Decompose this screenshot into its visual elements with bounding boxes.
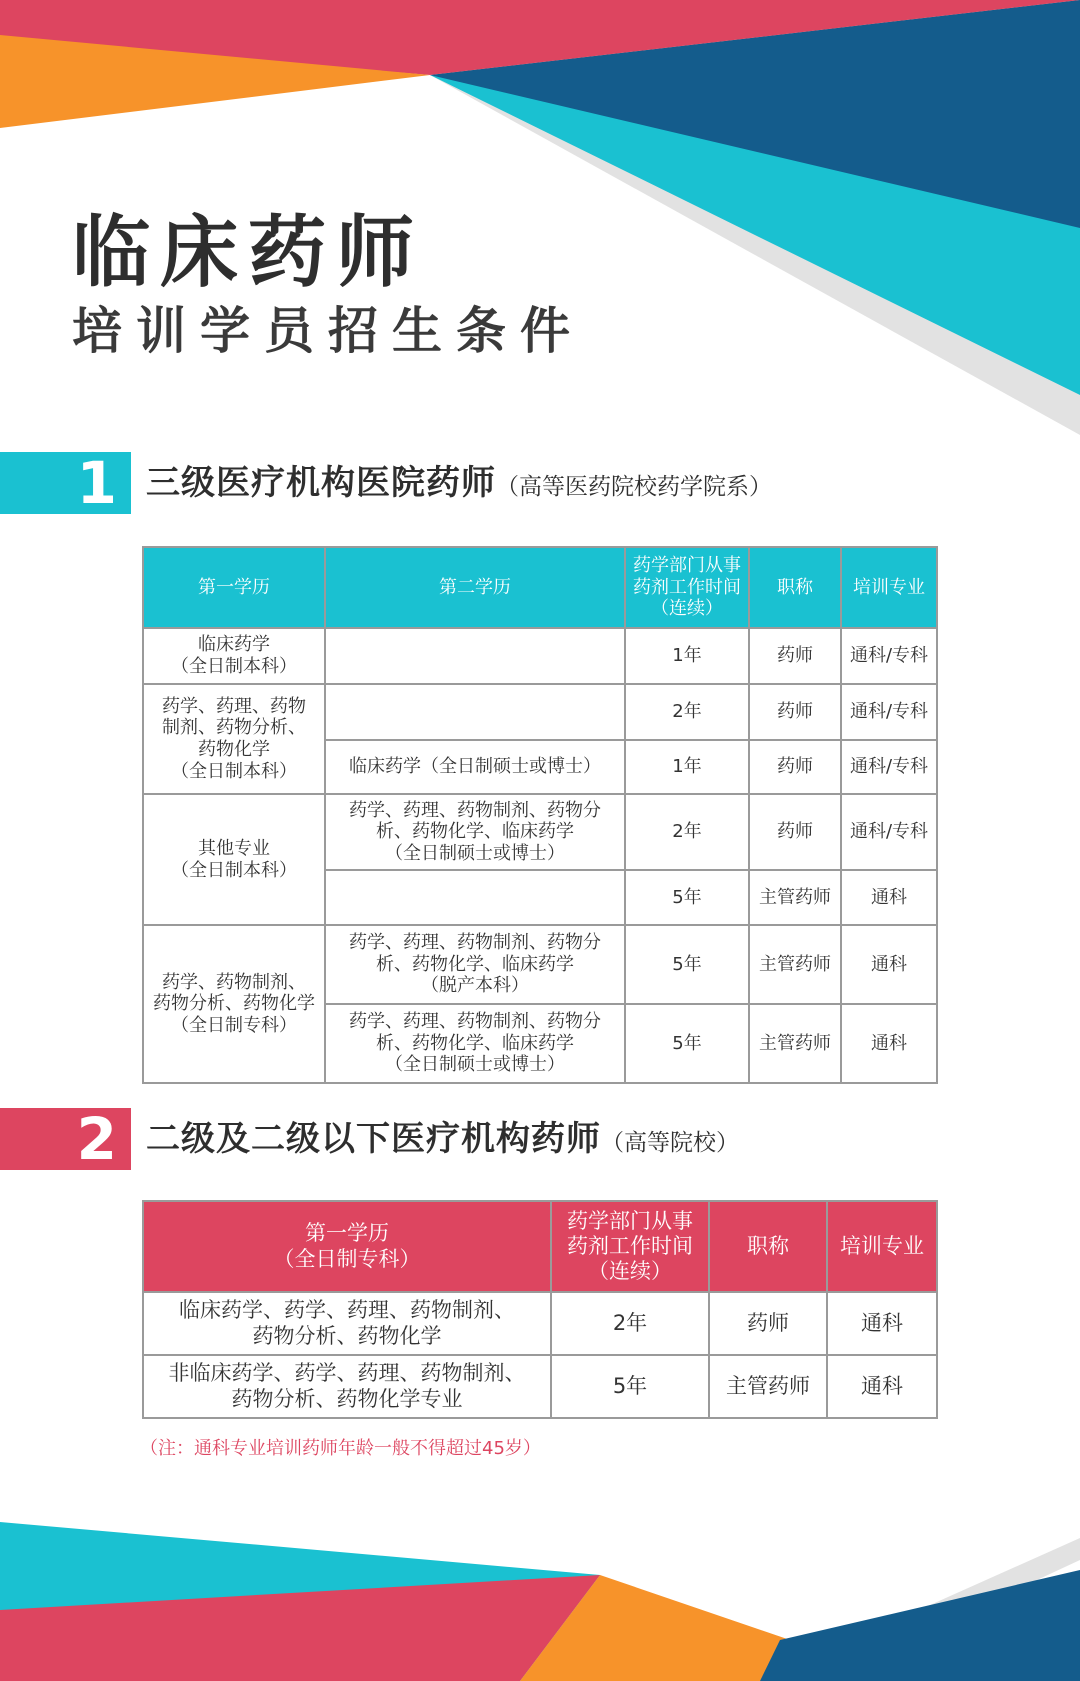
header-job-title: 职称 <box>709 1201 827 1292</box>
table-row <box>143 794 937 870</box>
second-degree-cell <box>325 870 625 925</box>
section2-subtitle: （高等院校） <box>601 1130 739 1156</box>
section2-title-line <box>146 1119 739 1159</box>
title-cell: 主管药师 <box>709 1355 827 1418</box>
second-degree-cell: 药学、药理、药物制剂、药物分 析、药物化学、临床药学 （全日制硕士或博士） <box>325 1004 625 1083</box>
first-degree-cell: 临床药学、药学、药理、药物制剂、 药物分析、药物化学 <box>143 1292 551 1355</box>
years-cell: 2年 <box>625 794 749 870</box>
years-cell: 2年 <box>551 1292 709 1355</box>
section1-table <box>142 546 938 1084</box>
title-cell: 药师 <box>749 794 841 870</box>
header-work-years: 药学部门从事 药剂工作时间 （连续） <box>625 547 749 628</box>
section1-header <box>0 449 1080 517</box>
page-subtitle: 培训学员招生条件 <box>72 302 584 360</box>
section2-table <box>142 1200 938 1419</box>
title-cell: 药师 <box>749 740 841 794</box>
table-row <box>143 628 937 684</box>
table-header-row <box>143 547 937 628</box>
table-header-row <box>143 1201 937 1292</box>
section1-title-line <box>146 463 772 503</box>
section2-number: 2 <box>0 1108 131 1170</box>
second-degree-cell: 临床药学（全日制硕士或博士） <box>325 740 625 794</box>
major-cell: 通科/专科 <box>841 794 937 870</box>
table-row <box>143 1292 937 1355</box>
major-cell: 通科 <box>827 1355 937 1418</box>
years-cell: 5年 <box>625 1004 749 1083</box>
major-cell: 通科 <box>827 1292 937 1355</box>
title-cell: 主管药师 <box>749 870 841 925</box>
first-degree-cell: 非临床药学、药学、药理、药物制剂、 药物分析、药物化学专业 <box>143 1355 551 1418</box>
header-work-years: 药学部门从事 药剂工作时间 （连续） <box>551 1201 709 1292</box>
second-degree-cell <box>325 684 625 740</box>
header-first-degree: 第一学历 （全日制专科） <box>143 1201 551 1292</box>
first-degree-cell: 其他专业 （全日制本科） <box>143 794 325 925</box>
header-training-major: 培训专业 <box>827 1201 937 1292</box>
table-row <box>143 1355 937 1418</box>
title-cell: 药师 <box>749 684 841 740</box>
years-cell: 1年 <box>625 740 749 794</box>
page-title: 临床药师 <box>72 208 425 298</box>
first-degree-cell: 药学、药理、药物 制剂、药物分析、 药物化学 （全日制本科） <box>143 684 325 794</box>
years-cell: 5年 <box>625 870 749 925</box>
second-degree-cell <box>325 628 625 684</box>
section2-title: 二级及二级以下医疗机构药师 <box>146 1119 601 1159</box>
section1-title: 三级医疗机构医院药师 <box>146 463 496 503</box>
first-degree-cell: 临床药学 （全日制本科） <box>143 628 325 684</box>
header-first-degree: 第一学历 <box>143 547 325 628</box>
section1-subtitle: （高等医药院校药学院系） <box>496 474 772 500</box>
title-cell: 主管药师 <box>749 1004 841 1083</box>
years-cell: 2年 <box>625 684 749 740</box>
major-cell: 通科/专科 <box>841 684 937 740</box>
title-cell: 药师 <box>749 628 841 684</box>
title-cell: 主管药师 <box>749 925 841 1004</box>
major-cell: 通科 <box>841 870 937 925</box>
bottom-navy-shape <box>760 1570 1080 1681</box>
section1-number: 1 <box>0 452 131 514</box>
title-cell: 药师 <box>709 1292 827 1355</box>
years-cell: 1年 <box>625 628 749 684</box>
second-degree-cell: 药学、药理、药物制剂、药物分 析、药物化学、临床药学 （全日制硕士或博士） <box>325 794 625 870</box>
header-training-major: 培训专业 <box>841 547 937 628</box>
major-cell: 通科 <box>841 1004 937 1083</box>
table-row <box>143 684 937 740</box>
header-job-title: 职称 <box>749 547 841 628</box>
table-row <box>143 925 937 1004</box>
major-cell: 通科/专科 <box>841 628 937 684</box>
years-cell: 5年 <box>625 925 749 1004</box>
footnote: （注：通科专业培训药师年龄一般不得超过45岁） <box>140 1438 541 1459</box>
major-cell: 通科/专科 <box>841 740 937 794</box>
header-second-degree: 第二学历 <box>325 547 625 628</box>
section2-header <box>0 1105 1080 1173</box>
second-degree-cell: 药学、药理、药物制剂、药物分 析、药物化学、临床药学 （脱产本科） <box>325 925 625 1004</box>
major-cell: 通科 <box>841 925 937 1004</box>
first-degree-cell: 药学、药物制剂、 药物分析、药物化学 （全日制专科） <box>143 925 325 1083</box>
years-cell: 5年 <box>551 1355 709 1418</box>
